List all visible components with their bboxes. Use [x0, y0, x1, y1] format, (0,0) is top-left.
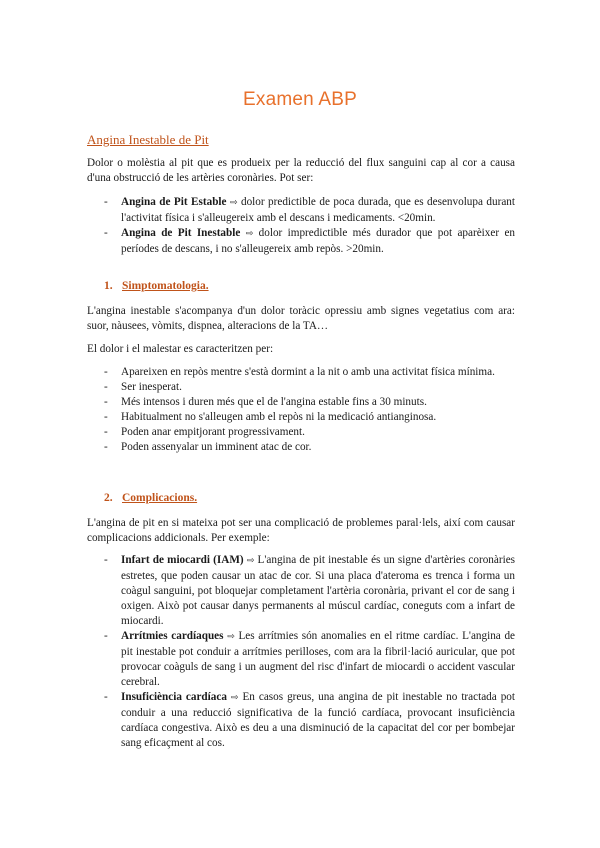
list-item — [87, 226, 515, 257]
heading-text: Complicacions. — [122, 492, 198, 504]
bullet-dash: - — [104, 227, 108, 239]
list-item — [87, 380, 515, 395]
subsection-heading-2 — [104, 491, 197, 506]
term: Insuficiència cardíaca — [121, 691, 227, 703]
intro-paragraph: Dolor o molèstia al pit que es produeix per la reducció del flux sanguini cap al cor a causa d'una obstrucció de les artèries coronàries. Pot ser: — [87, 157, 515, 184]
definition: dolor impredictible més durador que pot aparèixer en períodes de descans, i no s'alleugereix amb repòs. >20min. — [121, 227, 515, 255]
page-title: Examen ABP — [243, 89, 357, 110]
bullet-dash: - — [104, 691, 108, 703]
list-item — [87, 425, 515, 440]
bullet-dash: - — [104, 366, 108, 378]
subsection-heading-1 — [104, 279, 209, 294]
definition: dolor predictible de poca durada, que es desenvolupa durant l'activitat física i s'alleugereix amb el descans i medicaments. <20min. — [121, 196, 516, 224]
term: Arrítmies cardíaques — [121, 630, 224, 642]
term: Angina de Pit Inestable — [121, 227, 241, 239]
list-item-text: Poden anar empitjorant progressivament. — [121, 426, 305, 438]
bullet-dash: - — [104, 426, 108, 438]
list-item — [87, 395, 515, 410]
arrow-icon: ⇨ — [227, 632, 235, 642]
complications-paragraph: L'angina de pit en si mateixa pot ser una complicació de problemes paral·lels, així com causar complicacions addicionals. Per exemple: — [87, 517, 515, 544]
arrow-icon: ⇨ — [230, 693, 239, 703]
bullet-dash: - — [104, 630, 108, 642]
arrow-icon: ⇨ — [245, 229, 254, 239]
heading-text: Simptomatologia. — [122, 280, 209, 292]
bullet-dash: - — [104, 196, 108, 208]
term: Infart de miocardi (IAM) — [121, 554, 244, 566]
term: Angina de Pit Estable — [121, 196, 227, 208]
list-item-text: Habitualment no s'alleugen amb el repòs ni la medicació antianginosa. — [121, 411, 437, 423]
list-item — [87, 440, 515, 455]
heading-number: 2. — [104, 492, 113, 504]
list-item — [87, 629, 515, 690]
list-item — [87, 410, 515, 425]
angina-types-list — [87, 195, 515, 257]
list-item-text: Apareixen en repòs mentre s'està dormint a la nit o amb una activitat física mínima. — [121, 366, 495, 378]
bullet-dash: - — [104, 396, 108, 408]
definition: Les arrítmies són anomalies en el ritme cardíac. L'angina de pit inestable pot conduir a arrítmies perilloses, com ara la fibril·lació auricular, que pot provocar coàguls de sang i un augment del risc d'infart de miocardi o accident vascular cerebral. — [121, 630, 516, 688]
list-item — [87, 553, 515, 629]
list-item — [87, 195, 515, 226]
list-item — [87, 365, 515, 380]
list-item — [87, 690, 515, 751]
list-item-text: Ser inesperat. — [121, 381, 182, 393]
complications-list — [87, 553, 515, 751]
bullet-dash: - — [104, 381, 108, 393]
definition: L'angina de pit inestable és un signe d'artèries coronàries estretes, que poden causar un atac de cor. Si una placa d'ateroma es trenca i forma un coàgul sanguini, pot bloquejar completament l'artèria coronària, privant el cor de sang i oxigen. Això pot causar danys permanents al múscul cardíac, coneguts com a infart de miocardi. — [121, 554, 516, 627]
definition: En casos greus, una angina de pit inestable no tractada pot conduir a una reducció significativa de la funció cardíaca, provocant insuficiència cardíaca congestiva. Això es deu a una disminució de la capacitat del cor per bombejar sang eficaçment al cos. — [121, 691, 515, 749]
symptoms-list — [87, 365, 515, 455]
heading-number: 1. — [104, 280, 113, 292]
arrow-icon: ⇨ — [246, 556, 255, 566]
arrow-icon: ⇨ — [229, 198, 238, 208]
symptoms-paragraph: L'angina inestable s'acompanya d'un dolor toràcic opressiu amb signes vegetatius com ara: suor, nàusees, vòmits, dispnea, alteracions de la TA… — [87, 305, 515, 332]
symptoms-intro: El dolor i el malestar es caracteritzen per: — [87, 343, 274, 355]
bullet-dash: - — [104, 411, 108, 423]
section-heading: Angina Inestable de Pit — [87, 132, 209, 147]
bullet-dash: - — [104, 441, 108, 453]
list-item-text: Poden assenyalar un imminent atac de cor. — [121, 441, 312, 453]
list-item-text: Més intensos i duren més que el de l'angina estable fins a 30 minuts. — [121, 396, 427, 408]
bullet-dash: - — [104, 554, 108, 566]
